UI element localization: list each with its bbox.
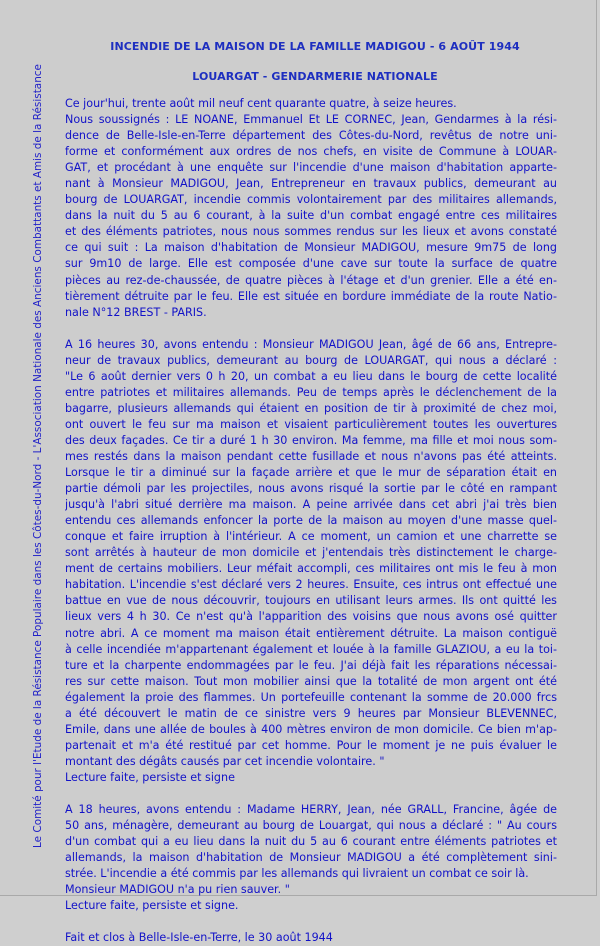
text-line: partie démoli par les projectiles, nous avons risqué la sortie par le côté en rampant — [65, 482, 557, 496]
text-line: lieux vers 4 h 30. Ce n'est qu'à l'apparition des voisins que nous avons osé quitter — [65, 610, 557, 624]
text-line: dans la nuit du 5 au 6 courant, à la suite d'un combat engagé entre ces militaires — [65, 209, 557, 223]
document-body — [65, 96, 557, 946]
text-line: tièrement détruite par le feu. Elle est située en bordure immédiate de la route Natio- — [65, 289, 557, 303]
text-line: des deux façades. Ce tir a duré 1 h 30 environ. Ma femme, ma fille et moi nous som- — [65, 433, 557, 447]
text-line: ment de certains mobiliers. Leur méfait accompli, ces militaires ont mis le feu à mon — [65, 562, 557, 576]
text-line: nant à Monsieur MADIGOU, Jean, Entrepreneur en travaux publics, demeurant au — [65, 177, 557, 191]
text-line: a été découvert le matin de ce sinistre vers 9 heures par Monsieur BLEVENNEC, — [65, 706, 557, 720]
paragraph-spacer — [65, 914, 557, 930]
text-line: pièces au rez-de-chaussée, de quatre pièces à l'étage et d'un grenier. Elle a été en- — [65, 273, 557, 287]
paragraph-spacer — [65, 786, 557, 802]
paragraph — [65, 337, 557, 786]
text-line: notre abri. A ce moment ma maison était entièrement détruite. La maison contiguë — [65, 626, 557, 640]
text-line: Nous soussignés : LE NOANE, Emmanuel Et LE CORNEC, Jean, Gendarmes à la rési- — [65, 113, 557, 127]
text-line: Lecture faite, persiste et signe. — [65, 899, 239, 913]
text-line: Fait et clos à Belle-Isle-en-Terre, le 30 août 1944 — [65, 931, 333, 945]
text-line: 50 ans, ménagère, demeurant au bourg de Louargat, qui nous a déclaré : " Au cours — [65, 819, 557, 833]
text-line: Emile, dans une allée de boules à 400 mètres environ de mon domicile. Ce bien m'ap- — [65, 722, 557, 736]
text-line: Lecture faite, persiste et signe — [65, 770, 235, 784]
vertical-credit — [28, 40, 48, 872]
text-line: bourg de LOUARGAT, incendie commis volontairement par des militaires allemands, — [65, 193, 557, 207]
paragraph — [65, 930, 557, 946]
text-line: forme et conformément aux ordres de nos chefs, en visite de Commune à LOUAR- — [65, 145, 557, 159]
text-line: jusqu'à l'abri situé derrière ma maison. A peine arrivée dans cet abri j'ai très bien — [65, 498, 557, 512]
text-line: entendu ces allemands enfoncer la porte de la maison au moyen d'une masse quel- — [65, 514, 557, 528]
text-line: A 18 heures, avons entendu : Madame HERRY, Jean, née GRALL, Francine, âgée de — [65, 802, 557, 816]
text-line: mes restés dans la maison pendant cette fusillade et nous n'avons pas été atteints. — [65, 449, 557, 463]
text-line: sont arrêtés à hauteur de mon domicile et j'entendais très distinctement le charge- — [65, 546, 557, 560]
document-title: INCENDIE DE LA MAISON DE LA FAMILLE MADIGOU - 6 AOÛT 1944 — [110, 40, 520, 53]
text-line: GAT, et procédant à une enquête sur l'incendie d'une maison d'habitation apparte- — [65, 161, 557, 175]
text-line: ture et la charpente endommagées par le feu. J'ai déjà fait les réparations nécessai- — [65, 658, 557, 672]
text-line: allemands, la maison d'habitation de Monsieur MADIGOU a été complètement sini- — [65, 851, 557, 865]
text-line: entre patriotes et militaires allemands. Peu de temps après le déclenchement de la — [65, 385, 557, 399]
text-line: à celle incendiée m'appartenant également et louée à la famille GLAZIOU, a eu la toi- — [65, 642, 557, 656]
text-line: res sur cette maison. Tout mon mobilier ainsi que la totalité de mon argent ont été — [65, 674, 557, 688]
text-line: A 16 heures 30, avons entendu : Monsieur MADIGOU Jean, âgé de 66 ans, Entrepre- — [65, 337, 557, 351]
text-line: et des éléments patriotes, nous nous sommes rendus sur les lieux et avons constaté — [65, 225, 557, 239]
text-line: strée. L'incendie a été commis par les allemands qui livraient un combat ce soir là. — [65, 867, 529, 881]
paragraph — [65, 96, 557, 321]
text-line: partenait et m'a été restitué par cet homme. Pour le moment je ne puis évaluer le — [65, 738, 557, 752]
text-line: d'un combat qui a eu lieu dans la nuit du 5 au 6 courant entre éléments patriotes et — [65, 835, 557, 849]
text-line: sur 9m10 de large. Elle est composée d'une cave sur toute la surface de quatre — [65, 257, 557, 271]
vertical-credit-text: Le Comité pour l'Etude de la Résistance Populaire dans les Côtes-du-Nord - L'Association Nationale des Anciens Combattants et Amis de la Résistance — [32, 64, 45, 848]
text-line: ce qui suit : La maison d'habitation de Monsieur MADIGOU, mesure 9m75 de long — [65, 241, 557, 255]
text-line: nale N°12 BREST - PARIS. — [65, 305, 207, 319]
text-line: battue en vue de nous découvrir, toujours en utilisant leurs armes. Ils ont quitté les — [65, 594, 557, 608]
text-line: conque et faire irruption à l'intérieur. A ce moment, un camion et une charrette se — [65, 530, 557, 544]
text-line: habitation. L'incendie s'est déclaré vers 2 heures. Ensuite, ces intrus ont effectué une — [65, 578, 557, 592]
paragraph-spacer — [65, 321, 557, 337]
text-line: dence de Belle-Isle-en-Terre département des Côtes-du-Nord, revêtus de notre uni- — [65, 129, 557, 143]
text-line: bagarre, plusieurs allemands qui étaient en position de tir à proximité de chez moi, — [65, 401, 557, 415]
text-line: montant des dégâts causés par cet incendie volontaire. " — [65, 754, 385, 768]
text-line: neur de travaux publics, demeurant au bourg de LOUARGAT, qui nous a déclaré : — [65, 353, 557, 367]
text-line: Lorsque le tir a diminué sur la façade arrière et que le mur de séparation était en — [65, 466, 557, 480]
text-line: Ce jour'hui, trente août mil neuf cent quarante quatre, à seize heures. — [65, 97, 457, 110]
text-line: Monsieur MADIGOU n'a pu rien sauver. " — [65, 883, 290, 897]
text-line: également la proie des flammes. Un portefeuille contenant la somme de 20.000 frcs — [65, 690, 557, 704]
document-subtitle: LOUARGAT - GENDARMERIE NATIONALE — [192, 70, 438, 83]
text-line: ont ouvert le feu sur ma maison et visaient particulièrement toutes les ouvertures — [65, 417, 557, 431]
paragraph — [65, 802, 557, 914]
text-line: "Le 6 août dernier vers 0 h 20, un combat a eu lieu dans le bourg de cette localité — [65, 369, 557, 383]
